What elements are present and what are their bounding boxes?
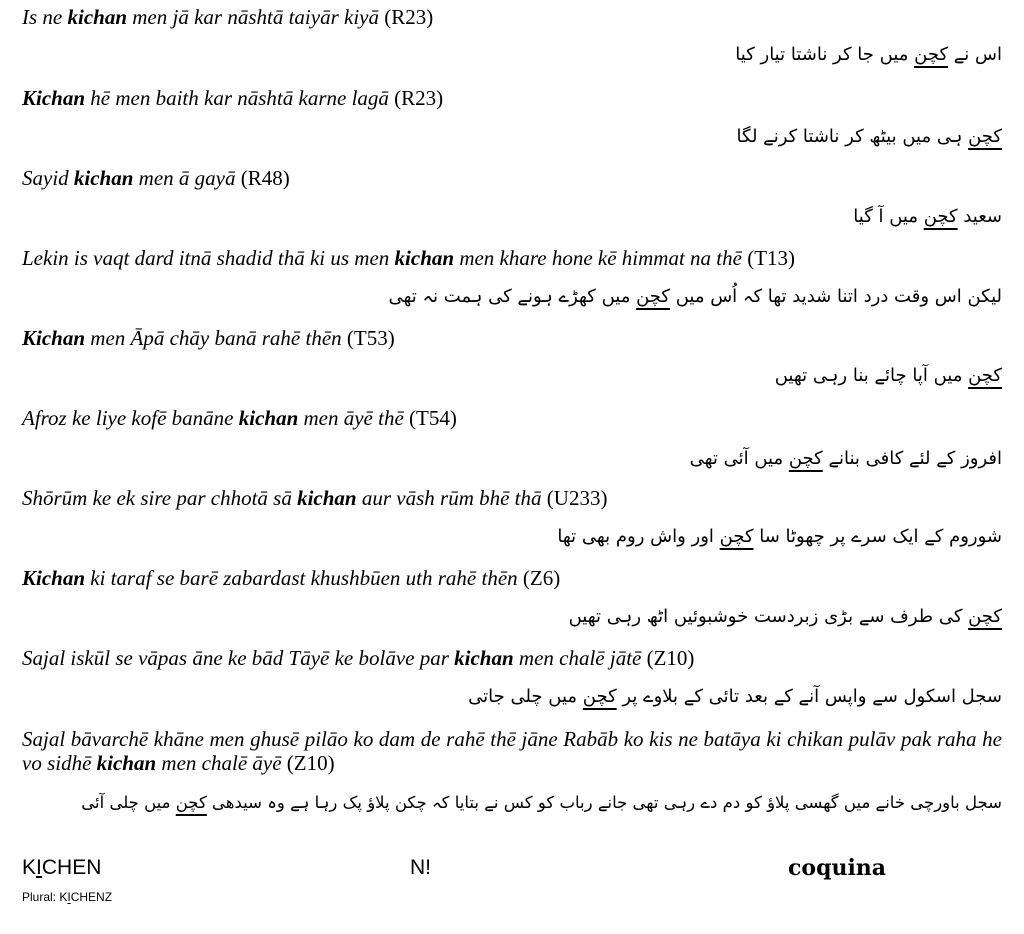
urdu-sentence-4: لیکن اس وقت درد اتنا شدید تھا کہ اُس میں کچن میں کھڑے ہونے کی ہمت نہ تھی: [388, 286, 1002, 307]
urdu-sentence-7: شوروم کے ایک سرے پر چھوٹا سا کچن اور واش روم بھی تھا: [557, 526, 1002, 547]
keyword-underlined: کچن: [582, 686, 617, 707]
source-ref: (Z10): [646, 646, 695, 670]
keyword: Kichan: [22, 86, 86, 110]
keyword: kichan: [394, 246, 455, 270]
roman-sentence-5: Kichan men Āpā chāy banā rahē thēn (T53): [22, 326, 395, 350]
urdu-sentence-10: سجل باورچی خانے میں گھسی پلاؤ کو دم دے رہی تھی جانے رباب کو کس نے بتایا کہ چکن پلاؤ پک رہا ہے وہ سیدھی کچن میں چلی آئی: [81, 793, 1002, 812]
keyword: kichan: [67, 5, 128, 29]
roman-sentence-10: Sajal bāvarchē khāne men ghusē pilāo ko dam de rahē thē jāne Rabāb ko kis ne batāya ki chikan pulāv pak raha he vo sidhē kichan men chalē āyē (Z10): [22, 727, 1002, 775]
source-ref: (R48): [240, 166, 290, 190]
source-ref: (U233): [546, 486, 608, 510]
urdu-sentence-9: سجل اسکول سے واپس آنے کے بعد تائی کے بلاوے پر کچن میں چلی جاتی: [468, 686, 1002, 707]
source-ref: (Z6): [522, 566, 561, 590]
keyword-underlined: کچن: [968, 126, 1002, 147]
urdu-sentence-3: سعید کچن میں آ گیا: [853, 206, 1002, 227]
keyword-underlined: کچن: [636, 286, 670, 307]
gloss: coquina: [788, 855, 887, 881]
keyword: kichan: [454, 646, 514, 670]
roman-sentence-9: Sajal iskūl se vāpas āne ke bād Tāyē ke bolāve par kichan men chalē jātē (Z10): [22, 646, 695, 670]
source-ref: (T53): [346, 326, 395, 350]
keyword-underlined: کچن: [968, 606, 1002, 627]
source-ref: (T54): [409, 406, 457, 430]
source-ref: (Z10): [286, 751, 335, 775]
keyword-underlined: کچن: [914, 44, 949, 65]
keyword: kichan: [96, 751, 157, 775]
source-ref: (T13): [747, 246, 796, 270]
roman-sentence-2: Kichan hē men baith kar nāshtā karne lagā (R23): [22, 86, 444, 110]
keyword-underlined: کچن: [175, 793, 207, 812]
urdu-sentence-5: کچن میں آپا چائے بنا رہی تھیں: [774, 365, 1002, 386]
source-ref: (R23): [384, 5, 434, 29]
headword: KICHEN: [22, 856, 102, 879]
keyword: Kichan: [22, 566, 86, 590]
part-of-speech: N!: [410, 856, 431, 879]
urdu-sentence-1: اس نے کچن میں جا کر ناشتا تیار کیا: [735, 44, 1002, 65]
roman-sentence-1: Is ne kichan men jā kar nāshtā taiyār kiyā (R23): [22, 5, 434, 29]
keyword: kichan: [73, 166, 134, 190]
keyword-underlined: کچن: [719, 526, 754, 547]
roman-sentence-7: Shōrūm ke ek sire par chhotā sā kichan aur vāsh rūm bhē thā (U233): [22, 486, 608, 510]
urdu-sentence-6: افروز کے لئے کافی بنانے کچن میں آئی تھی: [689, 448, 1002, 469]
keyword-underlined: کچن: [923, 206, 958, 227]
plural-form: Plural: KICHENZ: [22, 890, 113, 904]
source-ref: (R23): [394, 86, 444, 110]
roman-sentence-4: Lekin is vaqt dard itnā shadid thā ki us men kichan men khare hone kē himmat na thē (T13): [22, 246, 796, 270]
roman-sentence-6: Afroz ke liye kofē banāne kichan men āyē thē (T54): [22, 406, 457, 430]
roman-sentence-8: Kichan ki taraf se barē zabardast khushbūen uth rahē thēn (Z6): [22, 566, 561, 590]
keyword: kichan: [238, 406, 299, 430]
keyword: Kichan: [22, 326, 86, 350]
urdu-sentence-2: کچن ہی میں بیٹھ کر ناشتا کرنے لگا: [736, 126, 1002, 147]
keyword-underlined: کچن: [788, 448, 823, 469]
keyword-underlined: کچن: [968, 365, 1002, 386]
keyword: kichan: [297, 486, 357, 510]
urdu-sentence-8: کچن کی طرف سے بڑی زبردست خوشبوئیں اٹھ رہی تھیں: [568, 606, 1002, 627]
roman-sentence-3: Sayid kichan men ā gayā (R48): [22, 166, 290, 190]
